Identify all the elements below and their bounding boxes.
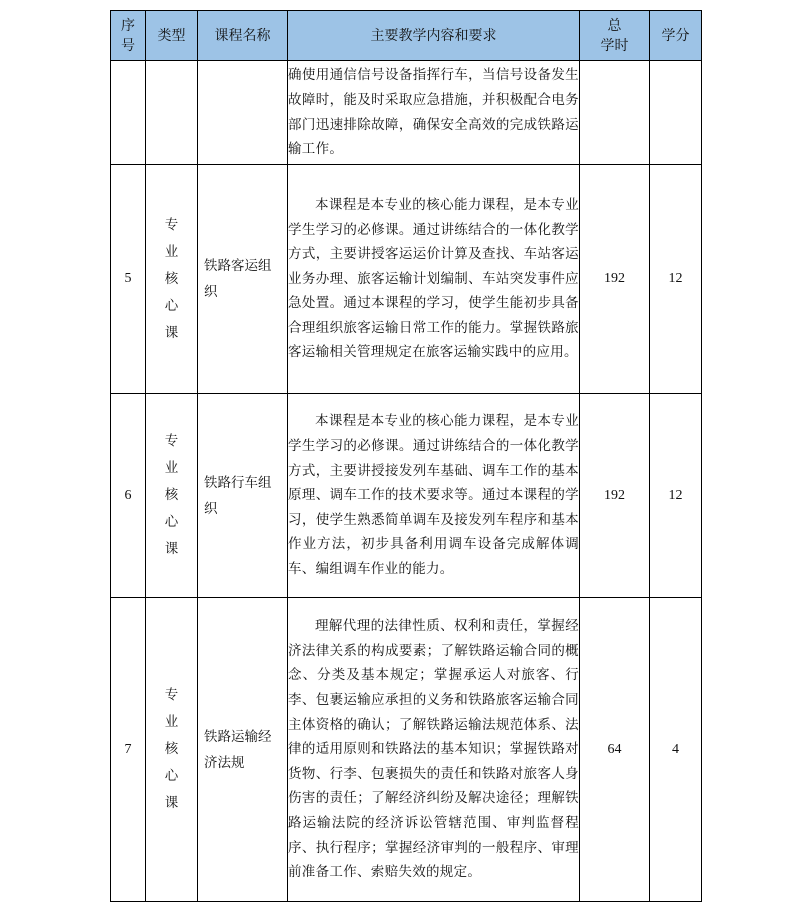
header-row [111,11,702,61]
seq-cell: 5 [111,165,146,394]
course-name-cell: 铁路客运组织 [198,165,288,394]
credits-cell [650,61,702,165]
credits-cell: 12 [650,165,702,394]
seq-cell [111,61,146,165]
content-text: 确使用通信信号设备指挥行车，当信号设备发生故障时，能及时采取应急措施，并积极配合电务部门迅速排除故障，确保安全高效的完成铁路运输工作。 [288,67,579,158]
content-text: 理解代理的法律性质、权利和责任，掌握经济法律关系的构成要素；了解铁路运输合同的概念、分类及基本规定；掌握承运人对旅客、行李、包裹运输应承担的义务和铁路旅客运输合同主体资格的确认；了解铁路运输法规范体系、法律的适用原则和铁路法的基本知识；掌握铁路对货物、行李、包裹损失的责任和铁路对旅客人身伤害的责任；了解经济纠纷及解决途径；理解铁路运输法院的经济诉讼管辖范围、审判监督程序、执行程序；掌握经济审判的一般程序、审理前准备工作、索赔失效的规定。 [288,618,579,881]
header-hours: 总 学时 [580,11,650,61]
table-row [111,61,702,165]
credits-cell: 12 [650,394,702,598]
content-cell [288,61,580,165]
table-row [111,165,702,394]
header-seq: 序 号 [111,11,146,61]
hours-cell [580,61,650,165]
course-name-cell [198,61,288,165]
seq-cell: 7 [111,598,146,902]
table-row [111,598,702,902]
curriculum-table [110,10,702,902]
seq-cell: 6 [111,394,146,598]
hours-cell: 192 [580,394,650,598]
type-cell [146,61,198,165]
type-cell: 专 业 核 心 课 [146,394,198,598]
content-text: 本课程是本专业的核心能力课程，是本专业学生学习的必修课。通过讲练结合的一体化教学方式，主要讲授接发列车基础、调车工作的基本原理、调车工作的技术要求等。通过本课程的学习，使学生熟悉简单调车及接发列车程序和基本作业方法，初步具备利用调车设备完成解体调车、编组调车作业的能力。 [288,413,579,577]
header-type: 类型 [146,11,198,61]
header-course-name: 课程名称 [198,11,288,61]
course-name-cell: 铁路行车组织 [198,394,288,598]
type-cell: 专 业 核 心 课 [146,598,198,902]
header-credits: 学分 [650,11,702,61]
content-cell [288,598,580,902]
content-cell [288,165,580,394]
table-row [111,394,702,598]
content-cell [288,394,580,598]
type-cell: 专 业 核 心 课 [146,165,198,394]
header-content: 主要教学内容和要求 [288,11,580,61]
content-text: 本课程是本专业的核心能力课程，是本专业学生学习的必修课。通过讲练结合的一体化教学方式，主要讲授客运运价计算及查找、车站客运业务办理、旅客运输计划编制、车站突发事件应急处置。通过本课程的学习，使学生能初步具备合理组织旅客运输日常工作的能力。掌握铁路旅客运输相关管理规定在旅客运输实践中的应用。 [288,196,579,361]
hours-cell: 192 [580,165,650,394]
course-name-cell: 铁路运输经济法规 [198,598,288,902]
credits-cell: 4 [650,598,702,902]
hours-cell: 64 [580,598,650,902]
